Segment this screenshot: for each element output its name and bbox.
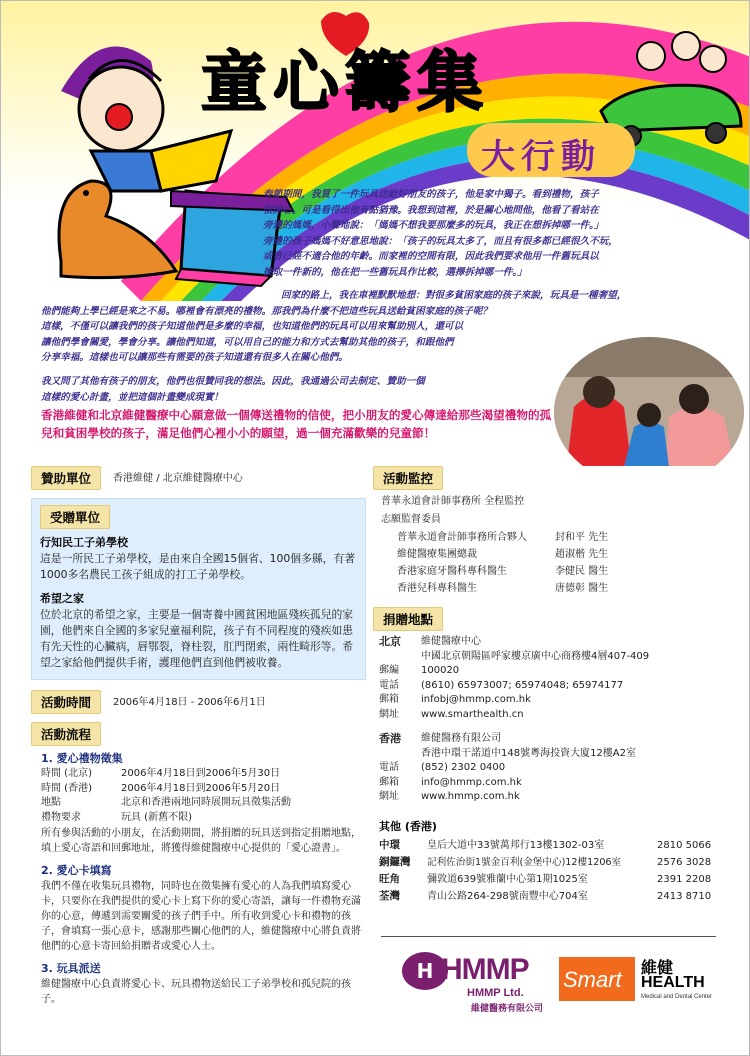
table-row: 網址 www.hmmp.com.hk [379,790,636,805]
city-label: 北京 [379,635,401,648]
story-line: 很開心。可是看得出他有點猶豫。我想到這裡，於是關心地問他，他看了看站在 [263,204,599,216]
hmmp-chinese-name: 維健醫務有限公司 [471,1004,544,1014]
story-line: 他們能夠上學已經是來之不易。哪裡會有漂亮的禮物。那我們為什麼不把這些玩具送給貧困家庭的孩子呢？ [41,305,492,317]
story-paragraph-3 [41,374,561,405]
logos-area [401,949,731,1019]
hongkong-email-link[interactable]: info@hmmp.com.hk [421,776,522,788]
left-column [31,466,366,1007]
right-column [373,466,723,905]
story-line: 讓他們學會關愛，學會分享。讓他們知道，可以用自己的能力和方式去幫助其他的孩子，和跟他們 [41,336,454,348]
sponsor-value: 香港維健 / 北京維健醫療中心 [113,472,243,484]
donation-label: 捐贈地點 [373,607,443,631]
story-line: 旁邊的媽媽，小聲地說：「媽媽不想我要那麼多的玩具，我正在想拆掉哪一件。」 [263,220,604,231]
monitor-label: 活動監控 [373,466,443,490]
health-wordmark: HEALTH [641,974,705,991]
monitor-firm: 普華永道會計師事務所 全程監控 [381,496,525,507]
table-row: 中環 皇后大道中33號萬邦行13樓1302-03室 2810 5066 [379,838,712,851]
highlight-message: 香港維健和北京維健醫療中心願意做一個傳送禮物的信使，把小朋友的愛心傳達給那些渴望禮物的孤兒和貧困學校的孩子，滿足他們心裡小小的願望，過一個充滿歡樂的兒童節！ [41,408,552,440]
table-row: 郵編 100020 [379,665,460,676]
poster-subtitle: 大行動 [481,137,601,177]
flow-label: 活動流程 [31,722,101,746]
table-row: 電話 (852) 2302 0400 [379,762,506,773]
flow-section [31,722,366,1007]
table-row: 電話 (8610) 65973007; 65974048; 65974177 [379,679,624,691]
smart-health-logo [559,957,729,1007]
home-description: 位於北京的希望之家，主要是一個寄養中國貧困地區殘疾孤兒的家園，他們來自全國的多家兒童福利院，孩子有不同程度的殘疾如患有先天性的心臟病，唇鄂裂，脊柱裂，肛門閉索，兩性畸形等。希望之家給他們提供手術，護理他們直到他們被收養。 [40,608,354,669]
poster-title: 童心籌集 [201,43,489,121]
home-title: 希望之家 [40,592,84,605]
table-row: 維健醫療集團總裁 趙淑楷 先生 [397,549,609,560]
beijing-location: 北京 維健醫療中心 中國北京朝陽區呼家樓京廣中心商務樓4層407-409 郵編 100020 電話 (8610) 65973007; 65974048; 65974177 郵箱 infobj@hmmp.com.hk 網址 www.smarthealth.cn [379,635,649,722]
story-line: 旁邊的孩子媽媽不好意思地說：「孩子的玩具太多了，而且有很多都已經很久不玩， [263,235,618,247]
recipients-label: 受贈單位 [40,505,110,529]
hmmp-wordmark: HMMP [441,953,529,986]
step3-description: 維健醫療中心負責將愛心卡、玩具禮物送給民工子弟學校和孤兒院的孩子。 [41,979,351,1005]
period-value: 2006年4月18日 - 2006年6月1日 [113,696,266,708]
story-paragraph-1 [263,187,723,280]
hmmp-ltd: HMMP Ltd. [467,987,524,999]
recipients-box [31,498,366,680]
story-line: 分享幸福。這樣也可以讓那些有需要的孩子知道還有很多人在關心他們。 [41,352,348,363]
hongkong-website-link[interactable]: www.hmmp.com.hk [421,791,520,802]
table-row: 郵箱 infobj@hmmp.com.hk [379,693,649,708]
table-row: 郵箱 info@hmmp.com.hk [379,776,636,791]
footer-divider [381,936,716,937]
beijing-website-link[interactable]: www.smarthealth.cn [421,708,524,720]
city-label: 香港 [379,732,401,745]
table-row: 普華永道會計師事務所合夥人 封和平 先生 [397,532,609,543]
period-label: 活動時間 [31,690,101,714]
svg-text:H: H [416,959,434,983]
table-row: 旺角 彌敦道639號雅蘭中心第1期1025室 2391 2208 [379,872,712,885]
table-row: 時間 (北京) 2006年4月18日到2006年5月30日 [41,768,281,779]
story-line: 回家的路上，我在車裡默默地想：對很多貧困家庭的孩子來說，玩具是一種奢望， [281,290,627,301]
story-line: 我又問了其他有孩子的朋友，他們也很贊同我的想法。因此，我通過公司去制定、贊助一個 [41,376,425,387]
smart-wordmark: Smart [563,967,622,992]
step2-description: 我們不僅在收集玩具禮物，同時也在徵集擁有愛心的人為我們填寫愛心卡，只要你在我們提供的愛心卡上寫下你的愛心寄語，讓每一件禮物充滿你的心意，傳遞到需要關愛的孩子們手中。所有收到愛心卡和禮物的孩子，會填寫一張心意卡，感謝那些關心他們的人，維健醫療中心將負責將他們的心意卡寄回給捐贈者或愛心人士。 [41,881,361,952]
step3-title: 3. 玩具派送 [41,962,101,975]
story-line: 這樣的愛心計畫，並把這個計畫變成現實！ [41,391,224,403]
story-line: 或者已經不適合他的年齡。而家裡的空間有限，因此我們要求他用一件舊玩具以 [263,251,599,262]
table-row: 地點 北京和香港兩地同時展開玩具徵集活動 [41,797,291,808]
story-line: 換取一件新的，他在把一些舊玩具作比較，選擇拆掉哪一件。」 [263,266,527,278]
others-table [379,837,711,905]
sponsor-label: 贊助單位 [31,466,101,490]
story-line: 這樣，不僅可以讓我們的孩子知道他們是多麼的幸福，也知道他們的玩具可以用來幫助別人，還可以 [41,321,464,332]
school-description: 這是一所民工子弟學校，是由來自全國15個省、100個多縣，有著1000多名農民工孩子組成的打工子弟學校。 [40,552,356,581]
step1-description: 所有參與活動的小朋友，在活動期間，將捐贈的玩具送到指定捐贈地點，填上愛心寄語和回郵地址，將獲得維健醫療中心提供的「愛心證書」。 [41,828,361,854]
step1-title: 1. 愛心禮物徵集 [41,752,123,765]
table-row: 香港家庭牙醫科專科醫生 李健民 醫生 [397,566,609,577]
hero-banner [1,1,750,466]
table-row: 禮物要求 玩具 (新舊不限) [41,811,192,823]
table-row: 時間 (香港) 2006年4月18日到2006年5月20日 [41,782,281,794]
table-row: 網址 www.smarthealth.cn [379,708,649,723]
school-title: 行知民工子弟學校 [40,536,128,549]
health-chinese: 維健 [641,958,674,977]
table-row: 香港兒科專科醫生 唐德彰 醫生 [397,583,609,594]
hmmp-logo [401,951,551,1015]
health-subtitle: Medical and Dental Center [641,994,713,1000]
story-line: 春節期間，我買了一件玩具送給好朋友的孩子，他是家中獨子。看到禮物，孩子 [263,189,599,200]
step2-title: 2. 愛心卡填寫 [41,864,112,877]
supervisors-title: 志願監督委員 [381,514,441,525]
others-title: 其他 (香港) [379,819,437,833]
table-row: 荃灣 青山公路264-298號南豐中心704室 2413 8710 [379,889,712,902]
step1-table [41,767,291,825]
table-row: 銅鑼灣 記利佐治街1號金百利(金堡中心)12樓1206室 2576 3028 [379,855,712,868]
hongkong-location: 香港 維健醫務有限公司 香港中環干諾道中148號粵海投資大廈12樓A2室 電話 (852) 2302 0400 郵箱 info@hmmp.com.hk 網址 www.hmmp.com.hk [379,732,636,805]
beijing-email-link[interactable]: infobj@hmmp.com.hk [421,694,531,705]
supervisors-table [397,529,608,597]
